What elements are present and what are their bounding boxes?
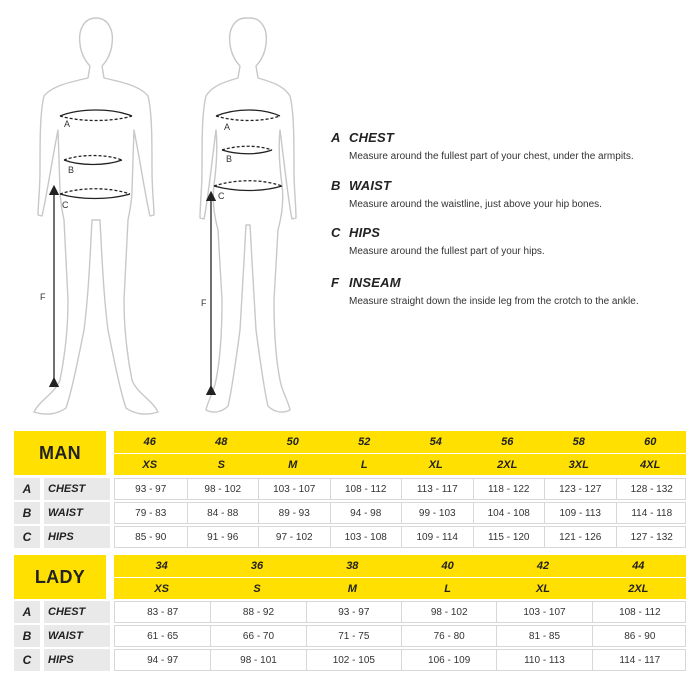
size-label: 2XL (628, 583, 649, 595)
row-name: HIPS (44, 526, 110, 548)
header-divider (114, 453, 686, 454)
size-label: XL (535, 583, 551, 595)
guide-description: Measure straight down the inside leg from the crotch to the ankle. (349, 296, 639, 307)
size-number: 46 (143, 436, 156, 448)
table-cell: 79 - 83 (135, 507, 167, 519)
guide-description: Measure around the fullest part of your hips. (349, 246, 545, 257)
table-cell: 94 - 97 (147, 654, 179, 666)
header-divider (114, 577, 686, 578)
row-name: CHEST (44, 478, 110, 500)
table-cell: 98 - 102 (401, 602, 496, 622)
table-cell: 114 - 117 (592, 650, 687, 670)
table-cell: 106 - 109 (401, 650, 496, 670)
man-size-table (14, 431, 686, 551)
table-cell: 61 - 65 (147, 630, 179, 642)
size-number: 58 (572, 436, 585, 448)
guide-letter: C (331, 225, 341, 240)
size-label: 4XL (640, 459, 661, 471)
table-cell: 99 - 103 (401, 503, 473, 523)
size-number: 56 (501, 436, 514, 448)
table-cell: 83 - 87 (147, 606, 179, 618)
guide-description: Measure around the fullest part of your chest, under the armpits. (349, 151, 634, 162)
size-number: 60 (644, 436, 657, 448)
table-cell: 128 - 132 (616, 479, 688, 499)
table-cell: 108 - 112 (330, 479, 402, 499)
row-cells (114, 601, 686, 623)
female-label-f: F (201, 298, 207, 308)
row-letter: A (14, 601, 40, 623)
table-cell: 93 - 97 (135, 483, 167, 495)
row-name: WAIST (44, 625, 110, 647)
table-cell: 104 - 108 (473, 503, 545, 523)
table-cell: 89 - 93 (258, 503, 330, 523)
table-cell: 94 - 98 (330, 503, 402, 523)
table-cell: 114 - 118 (616, 503, 688, 523)
size-number: 40 (441, 560, 454, 572)
male-label-a: A (64, 119, 71, 129)
table-cell: 115 - 120 (473, 527, 545, 547)
table-cell: 88 - 92 (210, 602, 305, 622)
size-number: 48 (215, 436, 228, 448)
table-cell: 93 - 97 (306, 602, 401, 622)
guide-letter: B (331, 178, 341, 193)
size-label: M (288, 459, 298, 471)
row-letter: C (14, 526, 40, 548)
table-cell: 118 - 122 (473, 479, 545, 499)
man-table-label: MAN (14, 431, 106, 475)
table-cell: 103 - 107 (496, 602, 591, 622)
row-name: CHEST (44, 601, 110, 623)
table-row (14, 478, 686, 502)
size-label: M (347, 583, 357, 595)
size-number: 36 (250, 560, 264, 572)
table-cell: 98 - 102 (187, 479, 259, 499)
female-label-c: C (218, 191, 225, 201)
guide-description: Measure around the waistline, just above your hip bones. (349, 199, 602, 210)
size-number: 54 (429, 436, 442, 448)
row-letter: B (14, 625, 40, 647)
body-figures (0, 0, 320, 425)
table-cell: 81 - 85 (496, 626, 591, 646)
size-label: XS (142, 459, 158, 471)
table-cell: 127 - 132 (616, 527, 688, 547)
row-letter: A (14, 478, 40, 500)
table-cell: 76 - 80 (401, 626, 496, 646)
table-cell: 85 - 90 (135, 531, 167, 543)
guide-title: INSEAM (349, 275, 401, 290)
table-cell: 91 - 96 (187, 527, 259, 547)
size-label: L (444, 583, 452, 595)
lady-table-label: LADY (14, 555, 106, 599)
row-cells (114, 526, 686, 548)
female-figure (200, 18, 296, 412)
table-row (14, 502, 686, 526)
female-label-a: A (224, 122, 231, 132)
table-cell: 98 - 101 (210, 650, 305, 670)
table-cell: 109 - 113 (544, 503, 616, 523)
size-label: L (360, 459, 368, 471)
row-name: WAIST (44, 502, 110, 524)
size-label: XS (154, 583, 169, 595)
table-cell: 86 - 90 (592, 626, 687, 646)
size-number: 52 (358, 436, 371, 448)
row-letter: B (14, 502, 40, 524)
size-number: 50 (286, 436, 299, 448)
table-row (14, 625, 686, 649)
table-cell: 110 - 113 (496, 650, 591, 670)
table-cell: 123 - 127 (544, 479, 616, 499)
table-row (14, 526, 686, 550)
guide-title: CHEST (349, 130, 395, 145)
guide-letter: A (331, 130, 341, 145)
male-label-b: B (68, 165, 75, 175)
size-number: 44 (632, 560, 645, 572)
row-cells (114, 649, 686, 671)
size-number: 38 (346, 560, 359, 572)
female-label-b: B (226, 154, 233, 164)
table-cell: 97 - 102 (258, 527, 330, 547)
row-cells (114, 502, 686, 524)
male-label-c: C (62, 200, 69, 210)
guide-letter: F (331, 275, 339, 290)
row-cells (114, 625, 686, 647)
male-figure (34, 18, 158, 414)
size-label: S (253, 583, 261, 595)
table-cell: 109 - 114 (401, 527, 473, 547)
guide-title: WAIST (349, 178, 392, 193)
guide-title: HIPS (349, 225, 381, 240)
size-label: S (217, 459, 225, 471)
table-cell: 113 - 117 (401, 479, 473, 499)
size-number: 34 (155, 560, 168, 572)
lady-size-table (14, 555, 686, 680)
row-letter: C (14, 649, 40, 671)
size-label: 2XL (497, 459, 518, 471)
table-row (14, 601, 686, 625)
table-cell: 102 - 105 (306, 650, 401, 670)
table-cell: 121 - 126 (544, 527, 616, 547)
table-row (14, 649, 686, 673)
table-cell: 103 - 107 (258, 479, 330, 499)
table-cell: 66 - 70 (210, 626, 305, 646)
table-cell: 71 - 75 (306, 626, 401, 646)
size-label: 3XL (568, 459, 589, 471)
male-label-f: F (40, 292, 46, 302)
table-cell: 84 - 88 (187, 503, 259, 523)
row-name: HIPS (44, 649, 110, 671)
size-number: 42 (536, 560, 550, 572)
size-label: XL (428, 459, 443, 471)
row-cells (114, 478, 686, 500)
table-cell: 103 - 108 (330, 527, 402, 547)
table-cell: 108 - 112 (592, 602, 687, 622)
